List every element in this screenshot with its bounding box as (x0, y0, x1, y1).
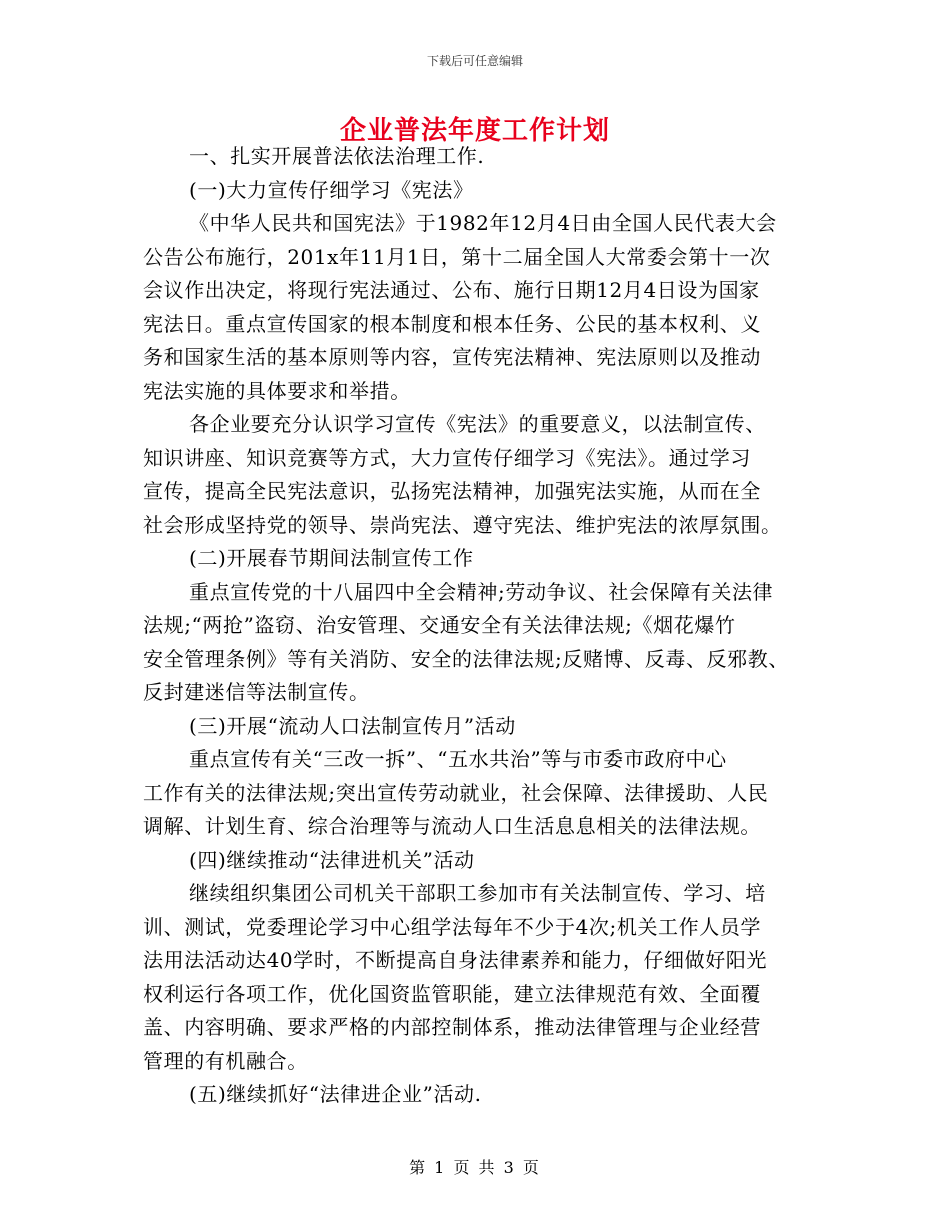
paragraph-line: 务和国家生活的基本原则等内容，宣传宪法精神、宪法原则以及推动 (143, 345, 761, 369)
subsection-heading: (二)开展春节期间法制宣传工作 (189, 546, 474, 570)
paragraph-line: 社会形成坚持党的领导、崇尚宪法、遵守宪法、维护宪法的浓厚氛围。 (143, 512, 782, 537)
paragraph-line: 重点宣传有关“三改一拆”、“五水共治”等与市委市政府中心 (189, 747, 727, 771)
paragraph-line: 安全管理条例》等有关消防、安全的法律法规;反赌博、反毒、反邪教、 (143, 646, 789, 671)
subsection-heading: (四)继续推动“法律进机关”活动 (189, 847, 475, 872)
document-body (143, 140, 815, 1112)
paragraph-line: 管理的有机融合。 (143, 1048, 308, 1073)
paragraph-line: 《中华人民共和国宪法》于1982年12月4日由全国人民代表大会 (189, 211, 777, 235)
subsection-heading: (一)大力宣传仔细学习《宪法》 (189, 177, 474, 202)
section-heading: 一、扎实开展普法依法治理工作. (189, 144, 485, 168)
paragraph-line: 宣传，提高全民宪法意识，弘扬宪法精神，加强宪法实施，从而在全 (143, 479, 761, 503)
subsection-heading: (五)继续抓好“法律进企业”活动. (189, 1082, 482, 1106)
paragraph-line: 宪法实施的具体要求和举措。 (143, 378, 411, 403)
paragraph-line: 继续组织集团公司机关干部职工参加市有关法制宣传、学习、培 (189, 881, 766, 905)
paragraph-line: 会议作出决定，将现行宪法通过、公布、施行日期12月4日设为国家 (143, 278, 760, 302)
subsection-heading: (三)开展“流动人口法制宣传月”活动 (189, 713, 516, 738)
paragraph-line: 法用法活动达40学时，不断提高自身法律素养和能力，仔细做好阳光 (143, 948, 768, 972)
paragraph-line: 宪法日。重点宣传国家的根本制度和根本任务、公民的基本权利、义 (143, 311, 761, 336)
paragraph-line: 反封建迷信等法制宣传。 (143, 680, 370, 704)
paragraph-line: 调解、计划生育、综合治理等与流动人口生活息息相关的法律法规。 (143, 814, 761, 838)
paragraph-line: 知识讲座、知识竞赛等方式，大力宣传仔细学习《宪法》。通过学习 (143, 445, 751, 470)
paragraph-line: 法规;“两抢”盗窃、治安管理、交通安全有关法律法规;《烟花爆竹 (143, 613, 736, 637)
paragraph-line: 重点宣传党的十八届四中全会精神;劳动争议、社会保障有关法律 (189, 579, 774, 604)
paragraph-line: 训、测试，党委理论学习中心组学法每年不少于4次;机关工作人员学 (143, 914, 762, 939)
paragraph-line: 公告公布施行，201x年11月1日，第十二届全国人大常委会第十一次 (143, 244, 771, 269)
paragraph-line: 权利运行各项工作，优化国资监管职能，建立法律规范有效、全面覆 (143, 981, 761, 1006)
paragraph-line: 各企业要充分认识学习宣传《宪法》的重要意义，以法制宣传、 (189, 412, 766, 436)
page-number: 第 1 页 共 3 页 (409, 1158, 541, 1177)
paragraph-line: 工作有关的法律法规;突出宣传劳动就业，社会保障、法律援助、人民 (143, 780, 769, 805)
page-header-note: 下载后可任意编辑 (426, 54, 523, 68)
document-title: 企业普法年度工作计划 (339, 116, 610, 146)
paragraph-line: 盖、内容明确、要求严格的内部控制体系，推动法律管理与企业经营 (143, 1015, 761, 1039)
